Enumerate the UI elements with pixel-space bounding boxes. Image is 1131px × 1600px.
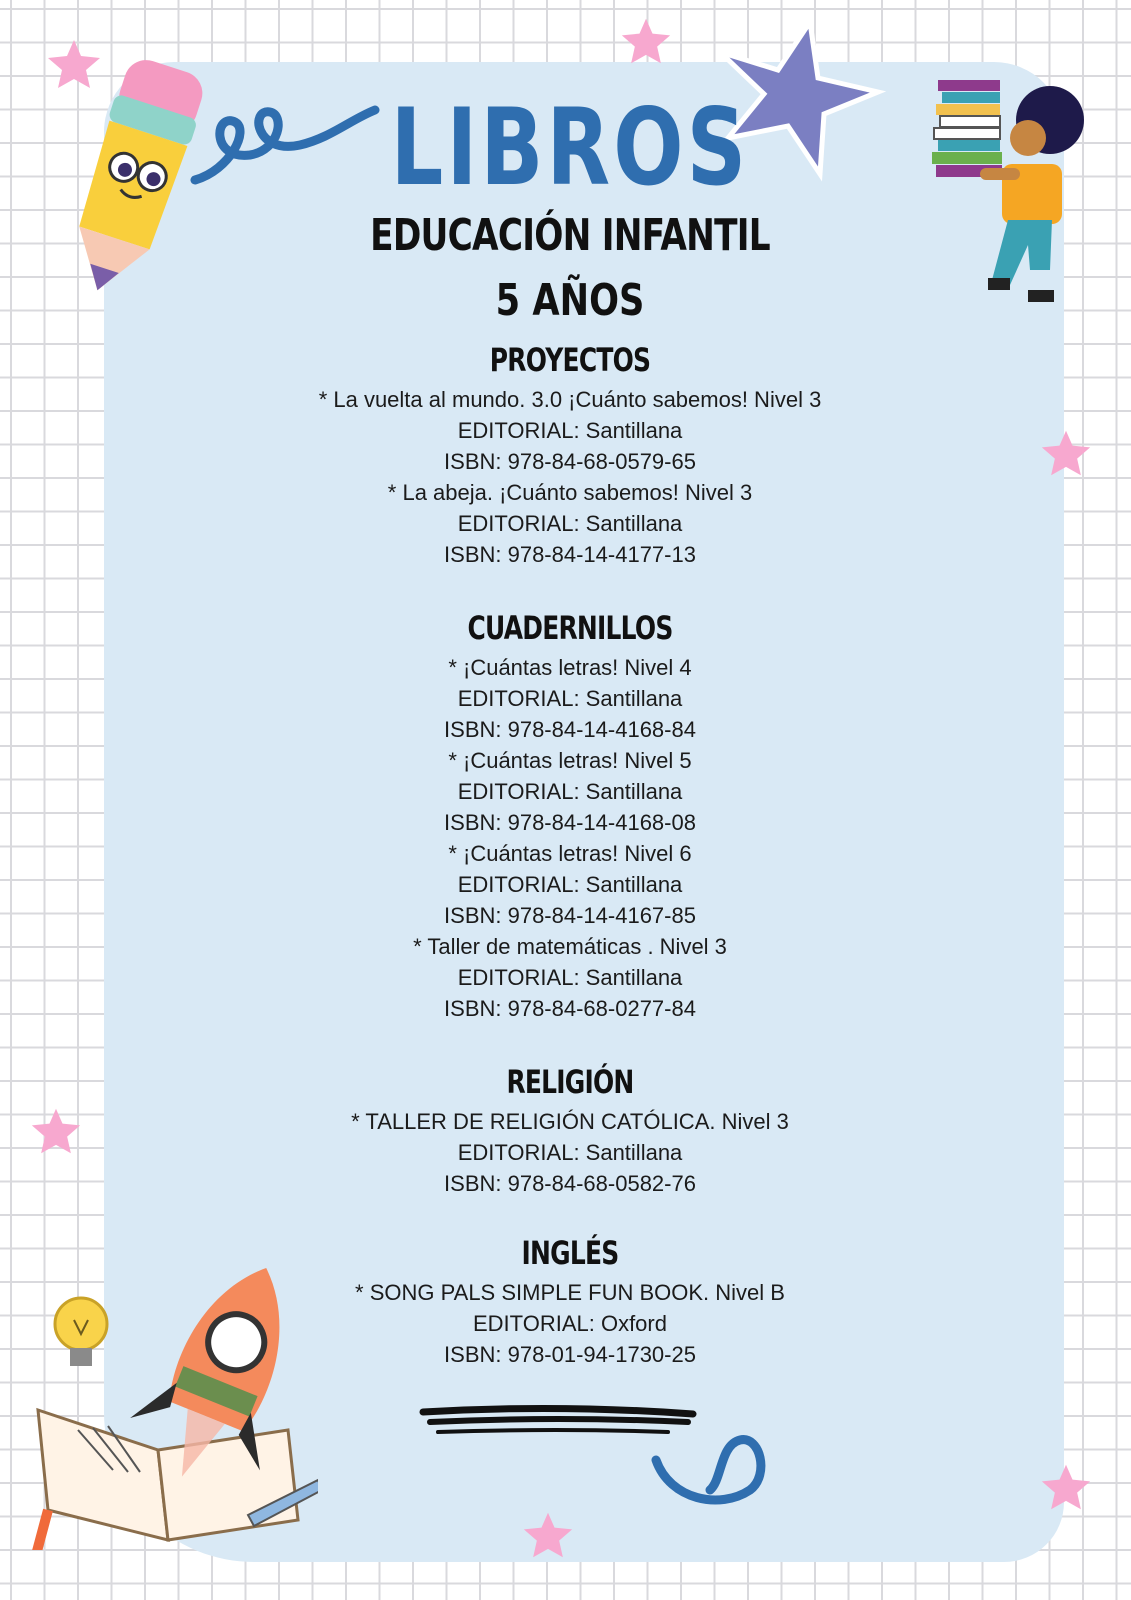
star-icon bbox=[1040, 428, 1092, 478]
book-publisher: EDITORIAL: Santillana bbox=[457, 779, 683, 804]
page-subtitle: EDUCACIÓN INFANTIL bbox=[370, 210, 770, 261]
book-publisher: EDITORIAL: Santillana bbox=[457, 1140, 683, 1165]
book-isbn: ISBN: 978-84-14-4167-85 bbox=[444, 903, 696, 928]
star-icon bbox=[46, 38, 102, 90]
book-title: * Taller de matemáticas . Nivel 3 bbox=[413, 934, 727, 959]
star-icon bbox=[620, 16, 672, 66]
page-title: LIBROS bbox=[390, 86, 750, 209]
book-isbn: ISBN: 978-84-14-4168-08 bbox=[444, 810, 696, 835]
book-publisher: EDITORIAL: Santillana bbox=[457, 418, 683, 443]
star-icon bbox=[30, 1106, 82, 1156]
book-publisher: EDITORIAL: Oxford bbox=[473, 1311, 667, 1336]
star-icon bbox=[1040, 1462, 1092, 1512]
book-publisher: EDITORIAL: Santillana bbox=[457, 686, 683, 711]
spacer bbox=[260, 1024, 880, 1058]
spacer bbox=[260, 570, 880, 604]
book-publisher: EDITORIAL: Santillana bbox=[457, 872, 683, 897]
book-isbn: ISBN: 978-84-68-0582-76 bbox=[444, 1171, 696, 1196]
book-title: * ¡Cuántas letras! Nivel 4 bbox=[448, 655, 692, 680]
book-isbn: ISBN: 978-84-14-4177-13 bbox=[444, 542, 696, 567]
book-publisher: EDITORIAL: Santillana bbox=[457, 965, 683, 990]
section-heading-cuadernillos: CUADERNILLOS bbox=[467, 609, 673, 647]
book-title: * ¡Cuántas letras! Nivel 6 bbox=[448, 841, 692, 866]
books-kid-icon bbox=[930, 70, 1110, 320]
brush-underline bbox=[418, 1402, 698, 1442]
book-publisher: EDITORIAL: Santillana bbox=[457, 511, 683, 536]
section-heading-ingles: INGLÉS bbox=[521, 1234, 619, 1272]
book-title: * La abeja. ¡Cuánto sabemos! Nivel 3 bbox=[387, 480, 753, 505]
book-list bbox=[260, 86, 880, 1370]
book-title: * La vuelta al mundo. 3.0 ¡Cuánto sabemos! Nivel 3 bbox=[318, 387, 822, 412]
book-title: * ¡Cuántas letras! Nivel 5 bbox=[448, 748, 692, 773]
lightbulb-icon bbox=[46, 1290, 116, 1380]
book-isbn: ISBN: 978-01-94-1730-25 bbox=[444, 1342, 696, 1367]
section-heading-proyectos: PROYECTOS bbox=[489, 341, 651, 379]
age-heading: 5 AÑOS bbox=[495, 275, 645, 326]
book-isbn: ISBN: 978-84-14-4168-84 bbox=[444, 717, 696, 742]
book-isbn: ISBN: 978-84-68-0277-84 bbox=[444, 996, 696, 1021]
book-title: * TALLER DE RELIGIÓN CATÓLICA. Nivel 3 bbox=[351, 1109, 789, 1134]
star-icon bbox=[522, 1510, 574, 1560]
book-isbn: ISBN: 978-84-68-0579-65 bbox=[444, 449, 696, 474]
book-title: * SONG PALS SIMPLE FUN BOOK. Nivel B bbox=[355, 1280, 785, 1305]
section-heading-religion: RELIGIÓN bbox=[506, 1063, 634, 1101]
spacer bbox=[260, 1199, 880, 1229]
